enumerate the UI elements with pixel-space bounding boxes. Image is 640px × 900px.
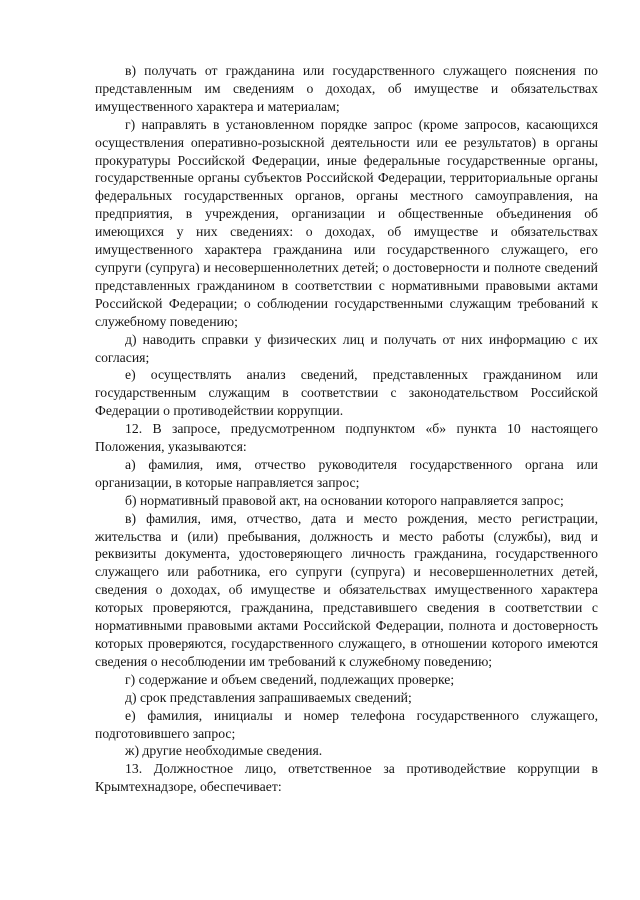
paragraph-12b: б) нормативный правовой акт, на основании которого направляется запрос; [125,492,564,508]
paragraph-12a: а) фамилия, имя, отчество руководителя государственного органа или организации, в которые направляется запрос; [95,456,598,490]
paragraph-11d: д) наводить справки у физических лиц и получать от них информацию с их согласия; [95,331,598,365]
paragraph-13-intro: 13. Должностное лицо, ответственное за противодействие коррупции в Крымтехнадзоре, обеспечивает: [95,761,598,795]
paragraph-12d: д) срок представления запрашиваемых сведений; [125,689,412,705]
paragraph-12v: в) фамилия, имя, отчество, дата и место рождения, место регистрации, жительства и (или) пребывания, должность и место работы (службы), вид и реквизиты документа, удостоверяющего личность гражданина, государственного служащего или работника, его супруги (супруга) и несовершеннолетних детей, сведения о доходах, об имуществе и обязательствах имущественного характера которых проверяются, гражданина, представившего сведения в соответствии с нормативными правовыми актами Российской Федерации, полнота и достоверность которых проверяются, государственного служащего, в отношении которого имеются сведения о несоблюдении им требований к служебному поведению; [95,510,598,669]
paragraph-11g: г) направлять в установленном порядке запрос (кроме запросов, касающихся осуществления оперативно-розыскной деятельности или ее результатов) в органы прокуратуры Российской Федерации, иные федеральные государственные органы, государственные органы субъектов Российской Федерации, территориальные органы федеральных государственных органов, органы местного самоуправления, на предприятия, в учреждения, организации и общественные объединения об имеющихся у них сведениях: о доходах, об имуществе и обязательствах имущественного характера гражданина или государственного служащего, его супруги (супруга) и несовершеннолетних детей; о достоверности и полноте сведений представленных гражданином в соответствии с нормативными правовыми актами Российской Федерации; о соблюдении государственными служащим требований к служебному поведению; [95,116,598,329]
document-page [95,62,598,796]
paragraph-11v: в) получать от гражданина или государственного служащего пояснения по представленным им сведениям о доходах, об имуществе и обязательствах имущественного характера и материалам; [95,63,598,114]
paragraph-12e: е) фамилия, инициалы и номер телефона государственного служащего, подготовившего запрос; [95,707,598,741]
paragraph-11e: е) осуществлять анализ сведений, представленных гражданином или государственным служащим в соответствии с законодательством Российской Федерации о противодействии коррупции. [95,367,598,419]
paragraph-12g: г) содержание и объем сведений, подлежащих проверке; [125,671,455,687]
paragraph-12zh: ж) другие необходимые сведения. [125,743,323,759]
paragraph-12-intro: 12. В запросе, предусмотренном подпунктом «б» пункта 10 настоящего Положения, указываются: [95,421,598,455]
